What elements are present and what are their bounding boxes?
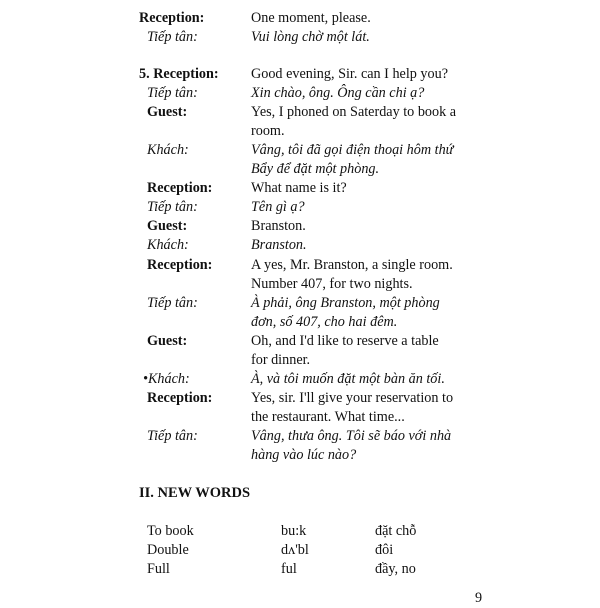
dialogue-text: À phải, ông Branston, một phòng xyxy=(251,295,440,311)
dialogue-text: What name is it? xyxy=(251,180,347,196)
dialogue-text: Vâng, thưa ông. Tôi sẽ báo với nhà xyxy=(251,428,452,444)
dialogue-text: A yes, Mr. Branston, a single room. xyxy=(251,257,453,273)
dialogue-text: Tên gì ạ? xyxy=(251,199,305,215)
dialogue-speaker: Tiếp tân: xyxy=(147,428,198,444)
dialogue-text: Good evening, Sir. can I help you? xyxy=(251,66,449,82)
dialogue-text: Vui lòng chờ một lát. xyxy=(251,29,370,45)
dialogue-speaker: Khách: xyxy=(147,237,189,253)
dialogue-text: Branston. xyxy=(251,237,307,253)
vocab-word: Full xyxy=(147,561,170,577)
dialogue-text: Vâng, tôi đã gọi điện thoại hôm thứ xyxy=(251,142,454,158)
dialogue-text: À, và tôi muốn đặt một bàn ăn tối. xyxy=(251,371,445,387)
dialogue-speaker: 5. Reception: xyxy=(139,66,219,82)
vocab-pronunciation: bu:k xyxy=(281,523,307,539)
dialogue-text: room. xyxy=(251,123,285,139)
section-title: II. NEW WORDS xyxy=(139,485,251,501)
page-number: 9 xyxy=(475,590,483,606)
vocab-pronunciation: dʌ'bl xyxy=(281,542,309,558)
dialogue-text: Branston. xyxy=(251,218,306,234)
dialogue-text: Oh, and I'd like to reserve a table xyxy=(251,333,439,349)
dialogue-speaker: Khách: xyxy=(147,142,189,158)
dialogue-speaker: •Khách: xyxy=(143,371,190,387)
dialogue-text: the restaurant. What time... xyxy=(251,409,405,425)
dialogue-text: Number 407, for two nights. xyxy=(251,276,413,292)
vocab-meaning: đặt chỗ xyxy=(375,523,417,539)
dialogue-text: for dinner. xyxy=(251,352,311,368)
vocab-meaning: đầy, no xyxy=(375,561,416,577)
dialogue-speaker: Reception: xyxy=(147,180,213,196)
dialogue-text: Yes, I phoned on Saterday to book a xyxy=(251,104,457,120)
dialogue-speaker: Tiếp tân: xyxy=(147,85,198,101)
dialogue-speaker: Reception: xyxy=(147,390,213,406)
vocab-word: Double xyxy=(147,542,189,558)
dialogue-text: One moment, please. xyxy=(251,10,371,26)
dialogue-speaker: Guest: xyxy=(147,104,188,120)
dialogue-text: đơn, số 407, cho hai đêm. xyxy=(251,314,398,330)
dialogue-speaker: Reception: xyxy=(147,257,213,273)
vocab-pronunciation: ful xyxy=(281,561,297,577)
dialogue-speaker: Reception: xyxy=(139,10,205,26)
dialogue-text: Yes, sir. I'll give your reservation to xyxy=(251,390,454,406)
dialogue-text: Bẩy để đặt một phòng. xyxy=(251,161,380,177)
dialogue-speaker: Guest: xyxy=(147,218,188,234)
dialogue-speaker: Tiếp tân: xyxy=(147,29,198,45)
dialogue-text: Xin chào, ông. Ông cần chi ạ? xyxy=(251,85,425,101)
dialogue-speaker: Tiếp tân: xyxy=(147,199,198,215)
vocab-meaning: đôi xyxy=(375,542,394,558)
dialogue-text: hàng vào lúc nào? xyxy=(251,447,357,463)
vocab-word: To book xyxy=(147,523,194,539)
dialogue-speaker: Tiếp tân: xyxy=(147,295,198,311)
dialogue-speaker: Guest: xyxy=(147,333,188,349)
